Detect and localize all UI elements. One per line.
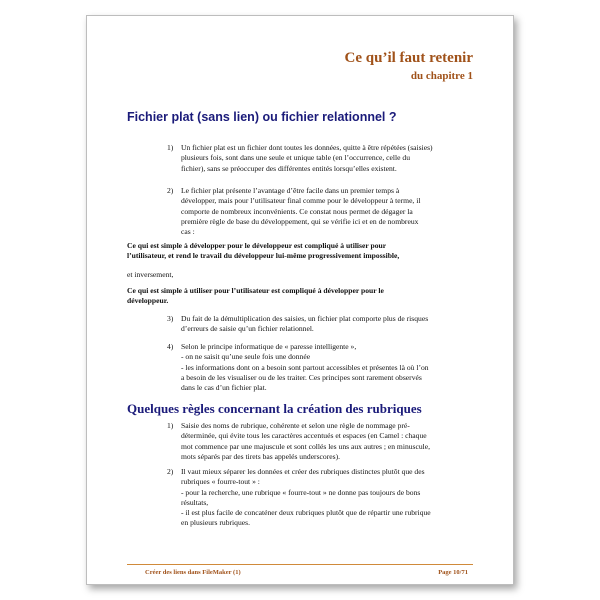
text-line: Ce qui est simple à utiliser pour l’utilisateur est compliqué à développer pour le [127,286,384,295]
list-item-number: 4) [167,342,174,351]
rule-statement [127,286,483,307]
text-line: Saisie des noms de rubrique, cohérente et selon une règle de nommage pré- [181,421,410,430]
chapter-summary-title: Ce qu’il faut retenir [344,50,473,66]
text-line: mots séparés par des tirets bas appelés underscores). [181,451,340,461]
footer-page-number: Page 10/71 [438,569,468,576]
document-page [86,15,514,585]
page-content [87,16,513,584]
list-item [127,143,473,174]
list-item-text [181,314,473,335]
text-line: - pour la recherche, une rubrique « fourre-tout » ne donne pas toujours de bons [181,487,421,497]
text-line: déterminée, qui évite tous les caractères accentués et espaces (en Camel : chaque [181,431,427,441]
text-line: l’utilisateur, et rend le travail du développeur lui-même progressivement impossible, [127,251,400,261]
list-item-text [181,467,473,529]
text-line: d’erreurs de saisie qu’un fichier relationnel. [181,324,314,334]
section-heading-fields-rules: Quelques règles concernant la création des rubriques [127,401,422,416]
inverse-text: et inversement, [127,270,174,279]
text-line: en plusieurs rubriques. [181,518,250,528]
text-line: dans le cas d’un fichier plat. [181,383,267,393]
text-line: Il vaut mieux séparer les données et créer des rubriques distinctes plutôt que des [181,467,425,476]
list-item-text [181,186,473,237]
list-item [127,467,473,529]
footer-document-title: Créer des liens dans FileMaker (1) [145,569,241,576]
text-line: résultats, [181,497,209,507]
text-line: développeur. [127,296,169,306]
list-item-number: 2) [167,186,174,195]
text-line: Du fait de la démultiplication des saisies, un fichier plat comporte plus de risques [181,314,429,323]
text-line: comporte de nombreux inconvénients. Ce constat nous permet de dégager la [181,206,413,216]
chapter-subtitle: du chapitre 1 [410,70,473,82]
list-item-text [181,342,473,393]
text-line: a besoin de les visualiser ou de les traiter. Ces principes sont rarement observés [181,372,422,382]
text-line: fichier), sans se préoccuper des différentes entités lorsqu’elles existent. [181,163,397,173]
text-line: - il est plus facile de concaténer deux rubriques plutôt que de répartir une rubrique [181,508,431,518]
text-line: - les informations dont on a besoin sont partout accessibles et présentes là où l’on [181,362,429,372]
list-item-number: 2) [167,467,174,476]
text-line: Le fichier plat présente l’avantage d’être facile dans un premier temps à [181,186,400,195]
list-item [127,421,473,462]
list-item-text [181,143,473,174]
list-item [127,342,473,393]
text-line: rubriques « fourre-tout » : [181,477,260,487]
text-line: Selon le principe informatique de « paresse intelligente », [181,342,357,351]
list-item-text [181,421,473,462]
text-line: Ce qui est simple à développer pour le développeur est compliqué à utiliser pour [127,241,387,250]
list-item-number: 1) [167,143,174,152]
text-line: mot commence par une majuscule et sont collés les uns aux autres ; en minuscule, [181,441,431,451]
text-line: - on ne saisit qu’une seule fois une donnée [181,352,311,362]
list-item [127,186,473,237]
footer-divider [127,564,473,565]
text-line: première règle de base du développement, qui se vérifie ici et en de nombreux [181,216,419,226]
list-item-number: 3) [167,314,174,323]
text-line: développer, mais pour l’utilisateur final comme pour le développeur à terme, il [181,196,421,206]
text-line: cas : [181,227,195,237]
rule-statement [127,241,483,262]
text-line: Un fichier plat est un fichier dont toutes les données, quitte à être répétées (saisies) [181,143,433,152]
list-item [127,314,473,335]
section-heading-flat-file: Fichier plat (sans lien) ou fichier relationnel ? [127,110,397,124]
text-line: plusieurs fois, sont dans une seule et unique table (en l’occurrence, celle du [181,153,410,163]
list-item-number: 1) [167,421,174,430]
